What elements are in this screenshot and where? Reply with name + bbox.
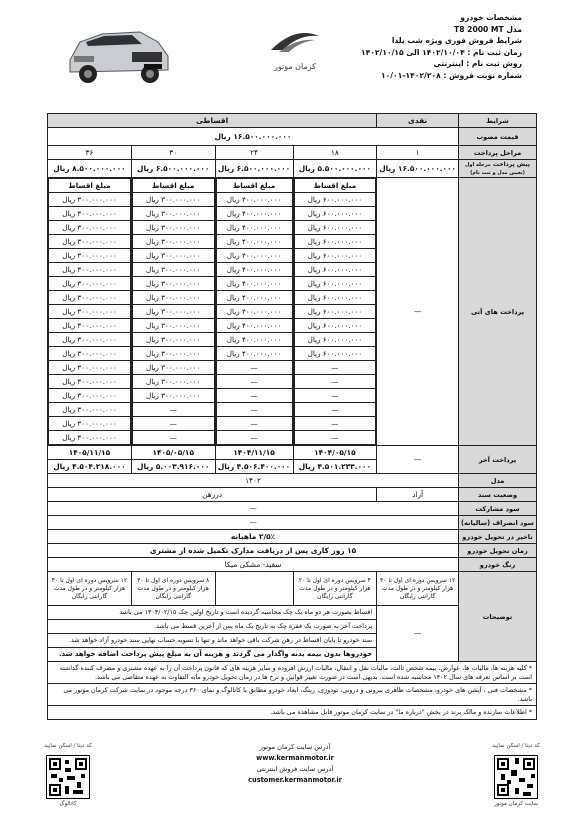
stage-36: ۳۶ <box>48 146 132 160</box>
header <box>0 0 584 130</box>
installment-amount: ۳۰۰.۰۰۰.۰۰۰ ریال <box>49 221 131 235</box>
note-3: سند خودرو تا پایان اقساط در رهن شرکت باقی خواهد ماند و تنها با تسویه حساب نهایی سند خودرو آزاد خواهد شد. <box>48 634 377 648</box>
service-18: ۴ سرویس دوره ای اول تا ۲۰ هزار کیلومتر و در طول مدت گارانتی رایگان <box>293 572 377 606</box>
payment-stages-label: مراحل پرداخت <box>459 146 537 160</box>
qr-right-sub: سایت کرمان موتور <box>494 801 538 807</box>
approved-price: ۱۶.۵۰۰.۰۰۰.۰۰۰ ریال <box>48 128 459 146</box>
installment-amount: ۳۰۰.۰۰۰.۰۰۰ ریال <box>49 375 131 389</box>
installment-amount: ۶۰۰.۰۰۰.۰۰۰ ریال <box>294 333 376 347</box>
qr-code-catalog-icon[interactable] <box>46 755 90 799</box>
deal-status-cash: آزاد <box>377 488 459 502</box>
installment-amount: ۶۰۰.۰۰۰.۰۰۰ ریال <box>294 277 376 291</box>
installment-empty: — <box>294 375 376 389</box>
notes-label: توضیحات <box>459 572 537 662</box>
future-payments-label: پرداخت های آتی <box>459 178 537 446</box>
final-amount-30: ۵.۰۰۳.۹۱۶.۰۰۰ ریال <box>131 460 215 474</box>
installment-amount: ۳۰۰.۰۰۰.۰۰۰ ریال <box>49 263 131 277</box>
installment-amount: ۴۰۰.۰۰۰.۰۰۰ ریال <box>216 249 292 263</box>
cash-final-dash: — <box>377 446 459 474</box>
footnote-1: * کلیه هزینه ها، مالیات ها، عوارض، بیمه شخص ثالث، مالیات نقل و انتقال، مالیات ارزش افزوده و سایر هزینه های که قانون پرداخت آن را به عهده مشتری و مصرف کننده گذاشته است بر اساس تعرفه های سال ۱۴۰۲ محاسبه شده است. بدیهی است در صورت تغییر قوانین و نرخ ها در زمان تحویل خودرو مابه التفاوت به عهده متقاضی می باشد. <box>48 662 537 684</box>
installment-amount: ۶۰۰.۰۰۰.۰۰۰ ریال <box>294 319 376 333</box>
installment-amount: ۶۰۰.۰۰۰.۰۰۰ ریال <box>294 235 376 249</box>
final-amount-36: ۴.۵۰۴.۲۱۸.۰۰۰ ریال <box>48 460 132 474</box>
approved-price-label: قیمت مصوب <box>459 128 537 146</box>
queue-number: شماره نوبت فروش : ۱۴۰۲/۲۰۸-۱۰/۰۱ <box>381 70 522 80</box>
installment-amount: ۴۰۰.۰۰۰.۰۰۰ ریال <box>216 235 292 249</box>
installment-amount: ۶۰۰.۰۰۰.۰۰۰ ریال <box>294 207 376 221</box>
installment-amount-header: مبلغ اقساط <box>216 179 292 193</box>
service-24-empty <box>215 572 293 606</box>
installment-empty: — <box>216 403 292 417</box>
delay-label: تاخیر در تحویل خودرو <box>459 530 537 544</box>
installment-amount: ۴۰۰.۰۰۰.۰۰۰ ریال <box>216 291 292 305</box>
installment-amount: ۳۰۰.۰۰۰.۰۰۰ ریال <box>132 305 214 319</box>
installment-amount: ۳۰۰.۰۰۰.۰۰۰ ریال <box>49 249 131 263</box>
installment-amount-header: مبلغ اقساط <box>294 179 376 193</box>
final-amount-18: ۴.۵۰۱.۲۳۳.۰۰۰ ریال <box>293 460 377 474</box>
installments-30 <box>131 178 215 446</box>
installment-amount: ۳۰۰.۰۰۰.۰۰۰ ریال <box>132 277 214 291</box>
installment-amount: ۳۰۰.۰۰۰.۰۰۰ ریال <box>49 333 131 347</box>
installment-amount: ۶۰۰.۰۰۰.۰۰۰ ریال <box>294 249 376 263</box>
installment-amount: ۴۰۰.۰۰۰.۰۰۰ ریال <box>216 263 292 277</box>
installment-amount: ۳۰۰.۰۰۰.۰۰۰ ریال <box>49 291 131 305</box>
installment-amount: ۴۰۰.۰۰۰.۰۰۰ ریال <box>216 333 292 347</box>
footer-urls <box>170 742 420 786</box>
delay-value: ۲/۵٪ ماهیانه <box>48 530 459 544</box>
installment-amount: ۳۰۰.۰۰۰.۰۰۰ ریال <box>49 207 131 221</box>
installment-header: اقساطی <box>48 114 377 128</box>
service-cash: ۱۲ سرویس دوره ای اول تا ۴۰ هزار کیلومتر و در طول مدت گارانتی رایگان <box>377 572 459 606</box>
installment-amount: ۴۰۰.۰۰۰.۰۰۰ ریال <box>216 319 292 333</box>
installment-amount: ۳۰۰.۰۰۰.۰۰۰ ریال <box>49 193 131 207</box>
installment-amount: ۳۰۰.۰۰۰.۰۰۰ ریال <box>132 347 214 361</box>
installments-24 <box>215 178 293 446</box>
installment-amount-header: مبلغ اقساط <box>49 179 131 193</box>
installments-18 <box>293 178 377 446</box>
installment-empty: — <box>132 417 214 431</box>
model-label: مدل <box>459 474 537 488</box>
notes-cash-dash: — <box>377 606 459 662</box>
service-36: ۱۲ سرویس دوره ای اول تا ۴۰ هزار کیلومتر و در طول مدت گارانتی رایگان <box>48 572 132 606</box>
compensation-value: — <box>48 516 459 530</box>
cash-header: نقدی <box>377 114 459 128</box>
service-30: ۸ سرویس دوره ای اول تا ۳۰ هزار کیلومتر و در طول مدت گارانتی رایگان <box>131 572 215 606</box>
installment-empty: — <box>216 417 292 431</box>
installment-empty: — <box>216 361 292 375</box>
installment-amount: ۴۰۰.۰۰۰.۰۰۰ ریال <box>216 221 292 235</box>
delivery-label: زمان تحویل خودرو <box>459 544 537 558</box>
color-label: رنگ خودرو <box>459 558 537 572</box>
installment-amount: ۳۰۰.۰۰۰.۰۰۰ ریال <box>132 249 214 263</box>
first-payment-36: ۸.۵۰۰.۰۰۰.۰۰۰ ریال <box>48 160 132 178</box>
installment-amount: ۳۰۰.۰۰۰.۰۰۰ ریال <box>49 347 131 361</box>
installment-amount: ۶۰۰.۰۰۰.۰۰۰ ریال <box>294 305 376 319</box>
first-payment-18: ۵.۵۰۰.۰۰۰.۰۰۰ ریال <box>293 160 377 178</box>
car-image <box>62 12 174 90</box>
installment-empty: — <box>132 431 214 445</box>
installment-amount: ۳۰۰.۰۰۰.۰۰۰ ریال <box>132 319 214 333</box>
url-kermanmotor[interactable]: www.kermanmotor.ir <box>256 754 334 762</box>
installment-amount: ۳۰۰.۰۰۰.۰۰۰ ریال <box>132 221 214 235</box>
footnote-2: * مشخصات فنی ، آپشن های خودرو، مشخصات ظاهری بیرونی و درونی، تودوزی، رینگ، ابعاد خودرو مطابق با کاتالوگ و نمای ۳۶۰ درجه موجود در سایت شرکت کرمان موتور می باشد. <box>48 684 537 706</box>
installment-empty: — <box>132 403 214 417</box>
installment-amount: ۳۰۰.۰۰۰.۰۰۰ ریال <box>132 235 214 249</box>
cash-stage: ۱ <box>377 146 459 160</box>
installment-amount: ۳۰۰.۰۰۰.۰۰۰ ریال <box>49 235 131 249</box>
prepayment-label: پیش پرداخت مرحله اول (تعیین مدل و ثبت نام) <box>459 160 537 178</box>
installment-amount: ۳۰۰.۰۰۰.۰۰۰ ریال <box>49 431 131 445</box>
installment-amount: ۳۰۰.۰۰۰.۰۰۰ ریال <box>132 333 214 347</box>
qr-left-caption: کد دیتا / اسکن نمایید <box>44 743 92 749</box>
installment-amount: ۴۰۰.۰۰۰.۰۰۰ ریال <box>216 347 292 361</box>
installment-empty: — <box>294 431 376 445</box>
registration-time: زمان ثبت نام : ۱۴۰۲/۱۰/۰۴ الی ۱۴۰۲/۱۰/۱۵ <box>361 47 522 57</box>
installment-amount: ۳۰۰.۰۰۰.۰۰۰ ریال <box>49 319 131 333</box>
installment-amount: ۴۰۰.۰۰۰.۰۰۰ ریال <box>216 277 292 291</box>
qr-left-sub: کاتالوگ <box>59 801 77 807</box>
installment-amount: ۳۰۰.۰۰۰.۰۰۰ ریال <box>132 263 214 277</box>
first-payment-30: ۶.۵۰۰.۰۰۰.۰۰۰ ریال <box>131 160 215 178</box>
installment-amount: ۳۰۰.۰۰۰.۰۰۰ ریال <box>132 193 214 207</box>
installment-amount: ۳۰۰.۰۰۰.۰۰۰ ریال <box>132 207 214 221</box>
conditions-label: شرایط <box>459 114 537 128</box>
deal-status-label: وضعیت سند <box>459 488 537 502</box>
final-date-24: ۱۴۰۴/۱۱/۱۵ <box>215 446 293 460</box>
installment-amount: ۴۰۰.۰۰۰.۰۰۰ ریال <box>216 305 292 319</box>
first-payment-24: ۶.۵۰۰.۰۰۰.۰۰۰ ریال <box>215 160 293 178</box>
url-customer[interactable]: customer.kermanmotor.ir <box>248 776 342 784</box>
installment-amount: ۳۰۰.۰۰۰.۰۰۰ ریال <box>49 403 131 417</box>
installment-amount: ۳۰۰.۰۰۰.۰۰۰ ریال <box>49 361 131 375</box>
installment-amount: ۳۰۰.۰۰۰.۰۰۰ ریال <box>49 389 131 403</box>
installment-amount-header: مبلغ اقساط <box>132 179 214 193</box>
cash-future-dash: — <box>377 178 459 446</box>
compensation-label: سود انصراف (سالیانه) <box>459 516 537 530</box>
partnership-profit-value: — <box>48 502 459 516</box>
installment-empty: — <box>216 375 292 389</box>
footnote-3: * اطلاعات سازنده و مالک برند در بخش "درباره ما" در سایت کرمان موتور قابل مشاهده می باشد. <box>48 706 537 720</box>
installment-empty: — <box>216 431 292 445</box>
installment-empty: — <box>294 361 376 375</box>
final-date-18: ۱۴۰۴/۰۵/۱۵ <box>293 446 377 460</box>
qr-code-website-icon[interactable] <box>494 755 538 799</box>
installment-amount: ۶۰۰.۰۰۰.۰۰۰ ریال <box>294 347 376 361</box>
price-table <box>47 113 537 720</box>
installment-amount: ۶۰۰.۰۰۰.۰۰۰ ریال <box>294 263 376 277</box>
note-2: پرداخت آخر به صورت یک فقره چک به تاریخ یک ماه پس از آخرین قسط می باشد. <box>48 620 377 634</box>
specs-block <box>312 12 522 81</box>
installment-amount: ۴۰۰.۰۰۰.۰۰۰ ریال <box>216 207 292 221</box>
stage-30: ۳۰ <box>131 146 215 160</box>
installment-amount: ۳۰۰.۰۰۰.۰۰۰ ریال <box>132 375 214 389</box>
installment-amount: ۴۰۰.۰۰۰.۰۰۰ ریال <box>216 193 292 207</box>
installment-amount: ۶۰۰.۰۰۰.۰۰۰ ریال <box>294 221 376 235</box>
installment-amount: ۳۰۰.۰۰۰.۰۰۰ ریال <box>132 291 214 305</box>
model-year: ۱۴۰۲ <box>48 474 459 488</box>
installment-empty: — <box>294 389 376 403</box>
delivery-value: ۱۵ روز کاری پس از دریافت مدارک تکمیل شده از مشتری <box>48 544 459 558</box>
deal-status-installment: دررهن <box>48 488 377 502</box>
installment-empty: — <box>294 417 376 431</box>
note-1: اقساط بصورت هر دو ماه یک چک محاسبه گردیده است و تاریخ اولین چک ۱۴۰۳/۰۲/۱۵ می باشد <box>48 606 377 620</box>
installment-amount: ۳۰۰.۰۰۰.۰۰۰ ریال <box>49 277 131 291</box>
stage-18: ۱۸ <box>293 146 377 160</box>
sale-terms: شرایط فروش فوری ویژه شب یلدا <box>391 36 522 45</box>
color-value: سفید- مشکی میکا <box>48 558 459 572</box>
specs-title: مشخصات خودرو <box>460 13 522 22</box>
stage-24: ۲۴ <box>215 146 293 160</box>
installment-amount: ۶۰۰.۰۰۰.۰۰۰ ریال <box>294 193 376 207</box>
address-label-1: آدرس سایت کرمان موتور <box>259 743 331 751</box>
installment-empty: — <box>294 403 376 417</box>
installment-amount: ۳۰۰.۰۰۰.۰۰۰ ریال <box>49 305 131 319</box>
cash-first-payment: ۱۶.۵۰۰.۰۰۰.۰۰۰ ریال <box>377 160 459 178</box>
installment-amount: ۳۰۰.۰۰۰.۰۰۰ ریال <box>132 361 214 375</box>
registration-method: روش ثبت نام : اینترنتی <box>433 59 522 68</box>
brand-name: کرمان موتور <box>273 62 316 71</box>
model-line: مدل T8 2000 MT <box>454 24 522 34</box>
address-label-2: آدرس سایت فروش اینترنتی <box>256 765 334 773</box>
installment-amount: ۳۰۰.۰۰۰.۰۰۰ ریال <box>132 389 214 403</box>
final-date-30: ۱۴۰۵/۰۵/۱۵ <box>131 446 215 460</box>
final-amount-24: ۴.۵۰۶.۴۰۰.۰۰۰ ریال <box>215 460 293 474</box>
partnership-profit-label: سود مشارکت <box>459 502 537 516</box>
final-date-36: ۱۴۰۵/۱۱/۱۵ <box>48 446 132 460</box>
installment-amount: ۳۰۰.۰۰۰.۰۰۰ ریال <box>49 417 131 431</box>
installments-36 <box>48 178 132 446</box>
note-4: خودروها بدون بیمه بدنه واگذار می گردند و هزینه آن به مبلغ پیش پرداخت اضافه خواهد شد. <box>48 648 377 662</box>
installment-amount: ۶۰۰.۰۰۰.۰۰۰ ریال <box>294 291 376 305</box>
installment-empty: — <box>216 389 292 403</box>
qr-right-caption: کد دیتا / اسکن نمایید <box>492 743 540 749</box>
final-payment-label: پرداخت آخر <box>459 446 537 474</box>
